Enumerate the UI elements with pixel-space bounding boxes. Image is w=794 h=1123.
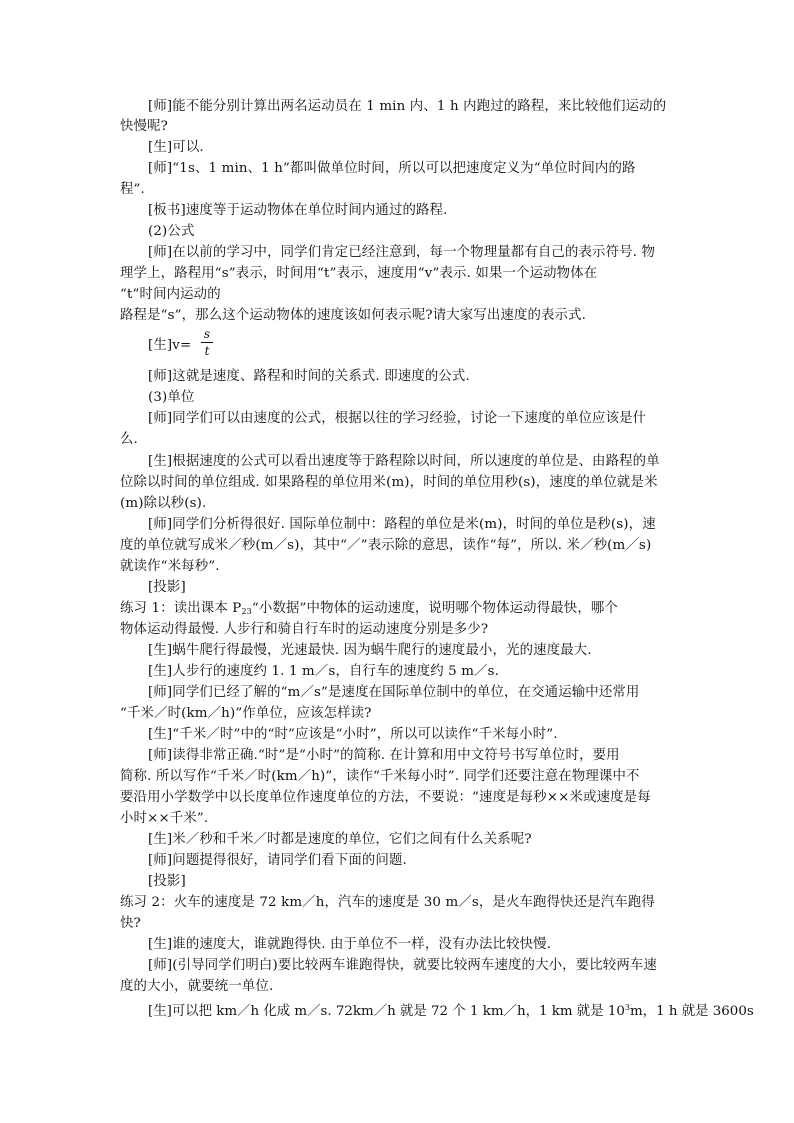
section-heading: (2)公式 <box>148 224 195 239</box>
text-line: 度的大小，就要统一单位. <box>120 979 274 994</box>
text-line <box>148 998 754 1022</box>
text-line: 么. <box>120 432 138 447</box>
text-line: [师]在以前的学习中，同学们肯定已经注意到，每一个物理量都有自己的表示符号. 物 <box>148 245 656 260</box>
text-line: 物体运动得最慢. 人步行和骑自行车时的运动速度分别是多少? <box>120 622 489 637</box>
conversion-text: [生]可以把 km／h 化成 m／s. 72km／h 就是 72 个 1 km／h，1 km 就是 10 <box>148 1004 625 1019</box>
page-subscript: 23 <box>241 607 252 616</box>
text-line: [师]读得非常正确.“时”是“小时”的简称. 在计算和用中文符号书写单位时，要用 <box>148 748 620 763</box>
speed-formula-fraction <box>201 327 213 358</box>
text-line: 简称. 所以写作“千米／时(km／h)”，读作“千米每小时”. 同学们还要注意在物理课中不 <box>120 769 640 784</box>
text-line: 要沿用小学数学中以长度单位作速度单位的方法，不要说：“速度是每秒××米或速度是每 <box>120 790 651 805</box>
exercise-line <box>120 599 618 622</box>
text-line: 路程是“s”，那么这个运动物体的速度该如何表示呢?请大家写出速度的表示式. <box>120 308 587 323</box>
text-line: “t”时间内运动的 <box>120 287 221 302</box>
formula-denominator: t <box>204 344 210 358</box>
text-line: 程”. <box>120 182 145 197</box>
text-line: [师]同学们已经了解的“m／s”是速度在国际单位制中的单位，在交通运输中还常用 <box>148 685 640 700</box>
text-line: [师]这就是速度、路程和时间的关系式. 即速度的公式. <box>148 369 470 384</box>
text-line: [生]米／秒和千米／时都是速度的单位，它们之间有什么关系呢? <box>148 832 532 847</box>
text-line: [师]“1s、1 min、1 h”都叫做单位时间，所以可以把速度定义为“单位时间内的路 <box>148 161 636 176</box>
exercise-rest: “小数据”中物体的运动速度，说明哪个物体运动得最快，哪个 <box>251 601 618 616</box>
text-line: [生]根据速度的公式可以看出速度等于路程除以时间，所以速度的单位是、由路程的单 <box>148 454 660 469</box>
exponent: 3 <box>624 1003 630 1012</box>
text-line: [生]“千米／时”中的“时”应该是“小时”，所以可以读作“千米每小时”. <box>148 727 558 742</box>
text-line: [师]能不能分别计算出两名运动员在 1 min 内、1 h 内跑过的路程，来比较他们运动的 <box>148 99 667 114</box>
text-line: 练习 2：火车的速度是 72 km／h，汽车的速度是 30 m／s，是火车跑得快还是汽车跑得 <box>120 895 655 910</box>
fraction-bar <box>201 342 213 343</box>
text-line: [师](引导同学们明白)要比较两车谁跑得快，就要比较两车速度的大小，要比较两车速 <box>148 958 657 973</box>
text-line: [生]人步行的速度约 1. 1 m／s，自行车的速度约 5 m／s. <box>148 664 500 679</box>
text-line: [师]同学们分析得很好. 国际单位制中：路程的单位是米(m)，时间的单位是秒(s)，速 <box>148 517 656 532</box>
formula-numerator: s <box>203 327 211 341</box>
text-line: “千米／时(km／h)”作单位，应该怎样读? <box>120 706 372 721</box>
text-line: (m)除以秒(s). <box>120 496 207 511</box>
text-line: [生]蜗牛爬行得最慢，光速最快. 因为蜗牛爬行的速度最小，光的速度最大. <box>148 643 592 658</box>
formula-line: [生]v= <box>148 338 192 353</box>
text-line: 就读作“米每秒”. <box>120 559 220 574</box>
text-line: [师]同学们可以由速度的公式，根据以往的学习经验，讨论一下速度的单位应该是什 <box>148 411 647 426</box>
text-line: 度的单位就写成米／秒(m／s)，其中“／”表示除的意思，读作“每”，所以. 米／秒(m／s) <box>120 538 652 553</box>
text-line: 小时××千米”. <box>120 811 209 826</box>
text-line: [板书]速度等于运动物体在单位时间内通过的路程. <box>148 203 448 218</box>
text-line: 快? <box>120 916 141 931</box>
conversion-text-rest: m，1 h 就是 3600s <box>629 1004 754 1019</box>
text-line: [师]问题提得很好，请同学们看下面的问题. <box>148 853 407 868</box>
text-line: [投影] <box>148 580 186 595</box>
text-line: [生]谁的速度大，谁就跑得快. 由于单位不一样，没有办法比较快慢. <box>148 937 552 952</box>
text-line: [生]可以. <box>148 140 204 155</box>
text-line: 理学上，路程用“s”表示，时间用“t”表示，速度用“v”表示. 如果一个运动物体在 <box>120 266 598 281</box>
section-heading: (3)单位 <box>148 390 195 405</box>
text-line: 位除以时间的单位组成. 如果路程的单位用米(m)，时间的单位用秒(s)，速度的单位就是米 <box>120 475 658 490</box>
text-line: 快慢呢? <box>120 119 168 134</box>
text-line: [投影] <box>148 874 186 889</box>
exercise-prefix: 练习 1：读出课本 P <box>120 601 242 616</box>
